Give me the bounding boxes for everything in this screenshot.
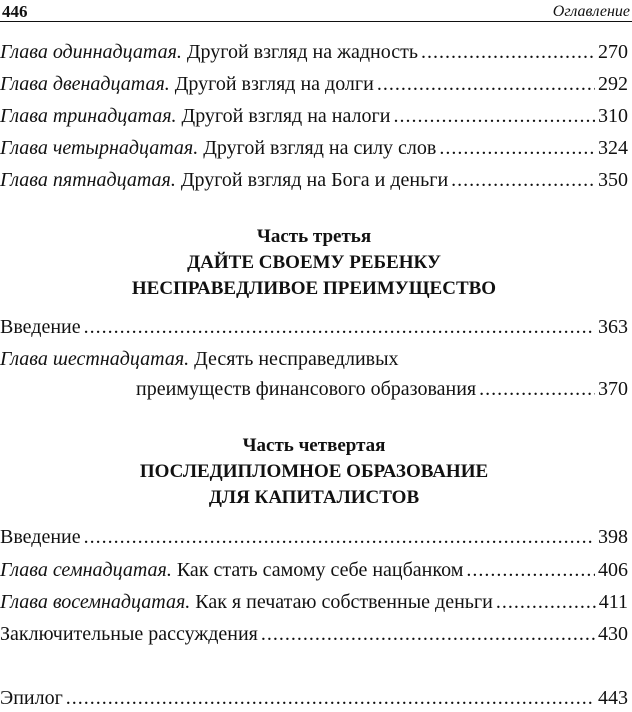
dot-leader (84, 523, 595, 551)
page-ref: 430 (598, 623, 628, 645)
chapter-label: Глава пятнадцатая. (0, 169, 176, 191)
page-ref: 443 (598, 687, 628, 709)
dot-leader (451, 166, 595, 194)
page-ref: 324 (598, 137, 628, 159)
chapter-label: Глава восемнадцатая. (0, 591, 191, 613)
toc-entry-line2[interactable] (136, 375, 628, 403)
page-number: 446 (2, 2, 28, 21)
header-rule (0, 21, 632, 22)
toc-entry[interactable] (0, 313, 628, 341)
page-ref: 350 (598, 169, 628, 191)
running-title: Оглавление (552, 3, 630, 20)
page-ref: 406 (598, 559, 628, 581)
entry-title: Введение (0, 316, 81, 338)
chapter-title: Другой взгляд на Бога и деньги (175, 169, 449, 191)
page-ref: 310 (598, 105, 628, 127)
toc-entry[interactable] (0, 102, 628, 130)
chapter-title: Как я печатаю собственные деньги (190, 591, 493, 613)
dot-leader (393, 102, 595, 130)
toc-entry[interactable] (0, 556, 628, 584)
toc-entry[interactable] (0, 38, 628, 66)
part4-title-line2: ДЛЯ КАПИТАЛИСТОВ (208, 487, 420, 508)
entry-title: Эпилог (0, 687, 63, 709)
toc-entry[interactable] (0, 166, 628, 194)
dot-leader (439, 134, 595, 162)
page-ref: 411 (598, 591, 628, 613)
entry-title: Введение (0, 526, 81, 548)
dot-leader (261, 620, 595, 648)
chapter-title: Другой взгляд на налоги (176, 105, 391, 127)
toc-entry-epilogue[interactable] (0, 684, 628, 712)
chapter-title: Другой взгляд на жадность (181, 41, 418, 63)
chapter-label: Глава одиннадцатая. (0, 41, 182, 63)
chapter-label: Глава шестнадцатая. (0, 348, 190, 370)
chapter-title: Десять несправедливых (189, 348, 399, 370)
chapter-label: Глава четырнадцатая. (0, 137, 199, 159)
toc-entry[interactable] (0, 134, 628, 162)
page-ref: 370 (598, 378, 628, 400)
toc-entry[interactable] (0, 620, 628, 648)
dot-leader (377, 70, 595, 98)
chapter-title: Другой взгляд на долги (169, 73, 374, 95)
part3-title-line2: НЕСПРАВЕДЛИВОЕ ПРЕИМУЩЕСТВО (131, 278, 497, 299)
toc-entry-line1[interactable] (0, 345, 628, 373)
page-ref: 363 (598, 316, 628, 338)
dot-leader (466, 556, 595, 584)
dot-leader (496, 588, 596, 616)
part3-title-line1: ДАЙТЕ СВОЕМУ РЕБЕНКУ (187, 252, 441, 273)
chapter-label: Глава двенадцатая. (0, 73, 170, 95)
toc-entry[interactable] (0, 588, 628, 616)
dot-leader (66, 684, 595, 712)
toc-entry[interactable] (0, 523, 628, 551)
part4-title-line1: ПОСЛЕДИПЛОМНОЕ ОБРАЗОВАНИЕ (139, 461, 489, 482)
chapter-title: Как стать самому себе нацбанком (171, 559, 464, 581)
entry-title: Заключительные рассуждения (0, 623, 258, 645)
toc-entry[interactable] (0, 70, 628, 98)
page-ref: 398 (598, 526, 628, 548)
dot-leader (479, 375, 595, 403)
chapter-title: Другой взгляд на силу слов (198, 137, 437, 159)
chapter-label: Глава семнадцатая. (0, 559, 172, 581)
dot-leader (84, 313, 595, 341)
chapter-label: Глава тринадцатая. (0, 105, 177, 127)
page-header (0, 0, 632, 22)
dot-leader (421, 38, 595, 66)
chapter-title-cont: преимуществ финансового образования (136, 378, 477, 400)
page-ref: 292 (598, 73, 628, 95)
page-ref: 270 (598, 41, 628, 63)
part3-heading: Часть третья (256, 226, 372, 247)
part4-heading: Часть четвертая (242, 435, 386, 456)
